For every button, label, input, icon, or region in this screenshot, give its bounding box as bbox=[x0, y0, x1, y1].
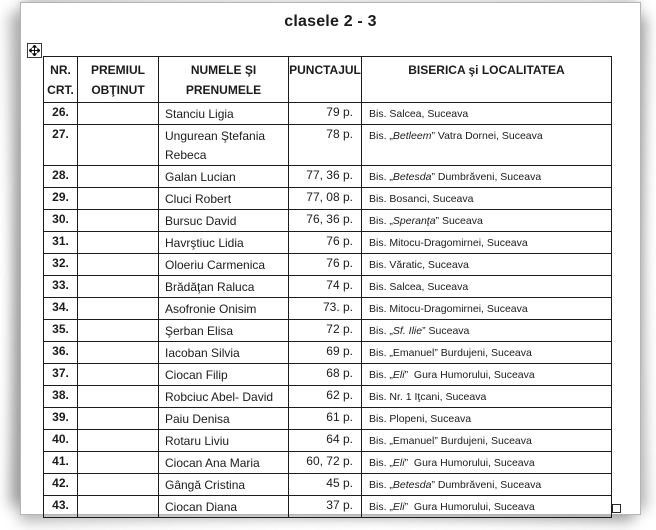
table-body bbox=[44, 103, 612, 518]
row-number-cell: 42. bbox=[44, 474, 78, 496]
church-cell bbox=[362, 254, 612, 276]
table-row bbox=[44, 188, 612, 210]
table-move-handle[interactable] bbox=[27, 43, 42, 58]
table-header bbox=[44, 57, 612, 103]
church-text-segment: Bis. Salcea, Suceava bbox=[369, 281, 469, 293]
column-header: PUNCTAJUL bbox=[289, 57, 362, 103]
row-number-cell: 38. bbox=[44, 386, 78, 408]
table-row bbox=[44, 320, 612, 342]
row-number-cell: 31. bbox=[44, 232, 78, 254]
points-cell: 78 p. bbox=[289, 125, 362, 166]
prize-cell bbox=[78, 254, 159, 276]
row-number-cell: 37. bbox=[44, 364, 78, 386]
church-text-segment: Eli bbox=[392, 501, 405, 513]
church-text-segment: Speranţa bbox=[392, 215, 436, 227]
table-row bbox=[44, 386, 612, 408]
column-header: NUMELE ŞI PRENUMELE bbox=[159, 57, 289, 103]
points-cell: 77, 36 p. bbox=[289, 166, 362, 188]
prize-cell bbox=[78, 125, 159, 166]
church-text-segment: Bis. „ bbox=[369, 325, 393, 337]
row-number-cell: 28. bbox=[44, 166, 78, 188]
table-row bbox=[44, 496, 612, 518]
points-cell: 45 p. bbox=[289, 474, 362, 496]
name-cell: Cluci Robert bbox=[159, 188, 289, 210]
points-cell: 76 p. bbox=[289, 254, 362, 276]
church-cell bbox=[362, 298, 612, 320]
row-number-cell: 27. bbox=[44, 125, 78, 166]
church-text-segment: ” Dumbrăveni, Suceava bbox=[431, 479, 542, 491]
church-cell bbox=[362, 320, 612, 342]
table-row bbox=[44, 210, 612, 232]
name-cell: Havrştiuc Lidia bbox=[159, 232, 289, 254]
prize-cell bbox=[78, 364, 159, 386]
prize-cell bbox=[78, 276, 159, 298]
prize-cell bbox=[78, 474, 159, 496]
church-text-segment: ” Gura Humorului, Suceava bbox=[404, 369, 535, 381]
name-cell: Iacoban Silvia bbox=[159, 342, 289, 364]
church-text-segment: Bis. „Emanuel” Burdujeni, Suceava bbox=[369, 435, 532, 447]
church-text-segment: ” Suceava bbox=[422, 325, 470, 337]
church-text-segment: Bis. Văratic, Suceava bbox=[369, 259, 469, 271]
prize-cell bbox=[78, 188, 159, 210]
church-text-segment: Betleem bbox=[392, 130, 432, 142]
prize-cell bbox=[78, 496, 159, 518]
table-row bbox=[44, 232, 612, 254]
prize-cell bbox=[78, 103, 159, 125]
church-cell bbox=[362, 166, 612, 188]
church-cell bbox=[362, 496, 612, 518]
points-cell: 73. p. bbox=[289, 298, 362, 320]
name-cell: Brădăţan Raluca bbox=[159, 276, 289, 298]
table-row bbox=[44, 125, 612, 166]
church-cell bbox=[362, 408, 612, 430]
row-number-cell: 29. bbox=[44, 188, 78, 210]
table-row bbox=[44, 298, 612, 320]
column-header: PREMIUL OBŢINUT bbox=[78, 57, 159, 103]
church-text-segment: Bis. Mitocu-Dragomirnei, Suceava bbox=[369, 303, 528, 315]
row-number-cell: 35. bbox=[44, 320, 78, 342]
table-row bbox=[44, 452, 612, 474]
church-text-segment: ” Suceava bbox=[435, 215, 483, 227]
church-text-segment: Sf. Ilie bbox=[392, 325, 423, 337]
church-text-segment: Bis. Nr. 1 Iţcani, Suceava bbox=[369, 391, 487, 403]
points-cell: 72 p. bbox=[289, 320, 362, 342]
points-cell: 76 p. bbox=[289, 232, 362, 254]
church-text-segment: ” Vatra Dornei, Suceava bbox=[431, 130, 543, 142]
name-cell: Ciocan Filip bbox=[159, 364, 289, 386]
points-cell: 62 p. bbox=[289, 386, 362, 408]
name-cell: Oloeriu Carmenica bbox=[159, 254, 289, 276]
church-text-segment: ” Dumbrăveni, Suceava bbox=[431, 171, 542, 183]
church-text-segment: Bis. Mitocu-Dragomirnei, Suceava bbox=[369, 237, 528, 249]
church-text-segment: Bis. Plopeni, Suceava bbox=[369, 413, 472, 425]
points-cell: 60, 72 p. bbox=[289, 452, 362, 474]
name-cell: Şerban Elisa bbox=[159, 320, 289, 342]
prize-cell bbox=[78, 232, 159, 254]
church-cell bbox=[362, 232, 612, 254]
church-text-segment: Bis. „ bbox=[369, 215, 393, 227]
row-number-cell: 34. bbox=[44, 298, 78, 320]
name-cell: Paiu Denisa bbox=[159, 408, 289, 430]
church-text-segment: Betesda bbox=[392, 479, 432, 491]
church-cell bbox=[362, 474, 612, 496]
points-cell: 77, 08 p. bbox=[289, 188, 362, 210]
name-cell: Rotaru Liviu bbox=[159, 430, 289, 452]
name-cell: Robciuc Abel- David bbox=[159, 386, 289, 408]
row-number-cell: 40. bbox=[44, 430, 78, 452]
row-number-cell: 36. bbox=[44, 342, 78, 364]
prize-cell bbox=[78, 408, 159, 430]
church-cell bbox=[362, 342, 612, 364]
table-row bbox=[44, 364, 612, 386]
header-row bbox=[44, 57, 612, 103]
table-row bbox=[44, 342, 612, 364]
church-text-segment: Bis. Bosanci, Suceava bbox=[369, 193, 474, 205]
points-cell: 69 p. bbox=[289, 342, 362, 364]
prize-cell bbox=[78, 298, 159, 320]
church-cell bbox=[362, 103, 612, 125]
name-cell: Asofronie Onisim bbox=[159, 298, 289, 320]
church-text-segment: ” Gura Humorului, Suceava bbox=[404, 501, 535, 513]
church-cell bbox=[362, 386, 612, 408]
prize-cell bbox=[78, 430, 159, 452]
church-text-segment: Bis. „ bbox=[369, 130, 393, 142]
prize-cell bbox=[78, 452, 159, 474]
name-cell: Galan Lucian bbox=[159, 166, 289, 188]
church-cell bbox=[362, 430, 612, 452]
church-text-segment: Eli bbox=[392, 369, 405, 381]
points-cell: 64 p. bbox=[289, 430, 362, 452]
church-cell bbox=[362, 452, 612, 474]
row-number-cell: 39. bbox=[44, 408, 78, 430]
name-cell: Stanciu Ligia bbox=[159, 103, 289, 125]
row-number-cell: 41. bbox=[44, 452, 78, 474]
prize-cell bbox=[78, 386, 159, 408]
table-resize-handle[interactable] bbox=[612, 504, 621, 513]
name-cell: Ciocan Ana Maria bbox=[159, 452, 289, 474]
church-text-segment: ” Gura Humorului, Suceava bbox=[404, 457, 535, 469]
points-cell: 61 p. bbox=[289, 408, 362, 430]
document-page bbox=[20, 2, 641, 515]
table-row bbox=[44, 103, 612, 125]
prize-cell bbox=[78, 342, 159, 364]
column-header: BISERICA şi LOCALITATEA bbox=[362, 57, 612, 103]
church-text-segment: Bis. Salcea, Suceava bbox=[369, 108, 469, 120]
points-cell: 37 p. bbox=[289, 496, 362, 518]
name-cell: Gângă Cristina bbox=[159, 474, 289, 496]
church-cell bbox=[362, 364, 612, 386]
results-table bbox=[43, 56, 612, 518]
church-text-segment: Bis. „ bbox=[369, 171, 393, 183]
table-row bbox=[44, 254, 612, 276]
column-header: NR. CRT. bbox=[44, 57, 78, 103]
row-number-cell: 43. bbox=[44, 496, 78, 518]
move-arrows-icon bbox=[29, 45, 40, 56]
name-cell: Ciocan Diana bbox=[159, 496, 289, 518]
prize-cell bbox=[78, 210, 159, 232]
church-text-segment: Bis. „ bbox=[369, 479, 393, 491]
church-text-segment: Eli bbox=[392, 457, 405, 469]
church-cell bbox=[362, 125, 612, 166]
row-number-cell: 30. bbox=[44, 210, 78, 232]
church-text-segment: Bis. „ bbox=[369, 501, 393, 513]
page-title: clasele 2 - 3 bbox=[284, 13, 377, 30]
church-text-segment: Bis. „ bbox=[369, 457, 393, 469]
table-row bbox=[44, 474, 612, 496]
name-cell: Ungurean Ştefania Rebeca bbox=[159, 125, 289, 166]
points-cell: 76, 36 p. bbox=[289, 210, 362, 232]
church-text-segment: Bis. „ bbox=[369, 369, 393, 381]
church-text-segment: Betesda bbox=[392, 171, 432, 183]
table-row bbox=[44, 166, 612, 188]
church-cell bbox=[362, 276, 612, 298]
prize-cell bbox=[78, 320, 159, 342]
church-cell bbox=[362, 188, 612, 210]
row-number-cell: 32. bbox=[44, 254, 78, 276]
points-cell: 68 p. bbox=[289, 364, 362, 386]
church-cell bbox=[362, 210, 612, 232]
table-row bbox=[44, 276, 612, 298]
points-cell: 79 p. bbox=[289, 103, 362, 125]
prize-cell bbox=[78, 166, 159, 188]
name-cell: Bursuc David bbox=[159, 210, 289, 232]
table-row bbox=[44, 430, 612, 452]
table-row bbox=[44, 408, 612, 430]
church-text-segment: Bis. „Emanuel” Burdujeni, Suceava bbox=[369, 347, 532, 359]
row-number-cell: 33. bbox=[44, 276, 78, 298]
row-number-cell: 26. bbox=[44, 103, 78, 125]
points-cell: 74 p. bbox=[289, 276, 362, 298]
